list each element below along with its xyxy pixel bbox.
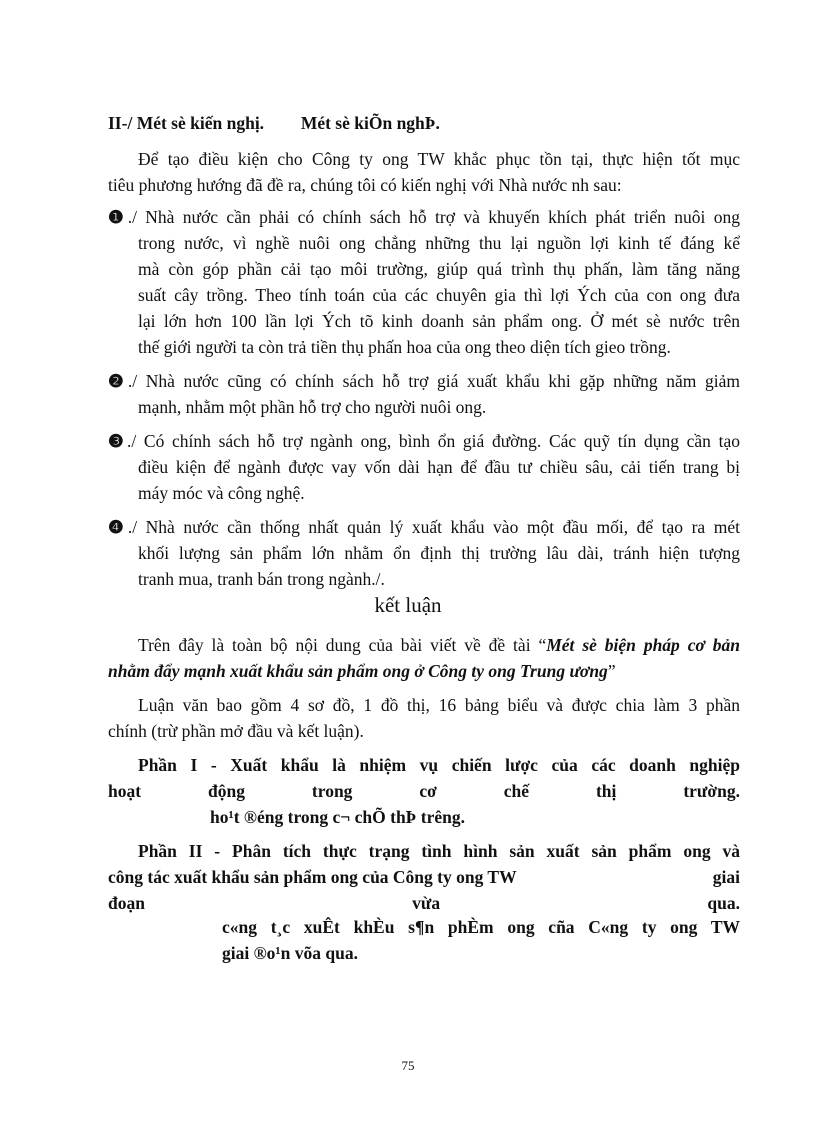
section-heading-duplicate: Mét sè kiÕn nghÞ. — [300, 113, 440, 133]
numbered-marker-icon: ❹ — [108, 517, 128, 537]
thesis-title: Mét sè biện pháp cơ bản — [546, 635, 740, 655]
conclusion-line: chính (trừ phần mở đầu và kết luận). — [108, 721, 364, 741]
conclusion-line: nhằm đẩy mạnh xuất khẩu sản phẩm ong ở Công ty ong Trung ương” — [108, 661, 616, 681]
part-1-line: hoạt động trong cơ chế thị trường. — [108, 781, 740, 801]
numbered-marker-icon: ❷ — [108, 371, 128, 391]
recommendation-1-line: mà còn góp phần cải tạo môi trường, giúp quá trình thụ phấn, làm tăng năng — [138, 259, 740, 279]
conclusion-heading: kết luận — [374, 593, 442, 617]
part-2-garbled-line: c«ng t¸c xuÊt khÈu s¶n phÈm ong cña C«ng ty ong TW — [222, 917, 740, 937]
section-heading — [108, 112, 740, 134]
recommendation-3-line: máy móc và công nghệ. — [138, 483, 305, 503]
part-2-garbled-line: giai ®o¹n võa qua. — [222, 943, 358, 963]
section-heading-title: Mét sè kiến nghị. — [136, 113, 265, 133]
recommendation-4-line: ❹./ Nhà nước cần thống nhất quản lý xuất khẩu vào một đầu mối, để tạo ra mét — [108, 517, 740, 537]
numbered-marker-icon: ❶ — [108, 207, 128, 227]
part-2-line: Phần II - Phân tích thực trạng tình hình sản xuất sản phẩm ong và — [138, 841, 740, 861]
recommendation-2-line: ❷./ Nhà nước cũng có chính sách hỗ trợ giá xuất khẩu khi gặp những năm giảm — [108, 371, 740, 391]
intro-line: Để tạo điều kiện cho Công ty ong TW khắc phục tồn tại, thực hiện tốt mục — [138, 149, 740, 169]
section-heading-prefix: II-/ — [108, 113, 133, 133]
recommendation-4-line: khối lượng sản phẩm lớn nhằm ổn định thị trường lâu dài, tránh hiện tượng — [138, 543, 740, 563]
recommendation-1-line: suất cây trồng. Theo tính toán của các chuyên gia thì lợi Ých của con ong đưa — [138, 285, 740, 305]
recommendation-1-line: ❶./ Nhà nước cần phải có chính sách hỗ trợ và khuyến khích phát triển nuôi ong — [108, 207, 740, 227]
recommendation-3-line: điều kiện để ngành được vay vốn dài hạn để đầu tư chiều sâu, cải tiến trang bị — [138, 457, 740, 477]
part-1-line: Phần I - Xuất khẩu là nhiệm vụ chiến lược của các doanh nghiệp — [138, 755, 740, 775]
thesis-title: nhằm đẩy mạnh xuất khẩu sản phẩm ong ở Công ty ong Trung ương — [108, 661, 608, 681]
recommendation-1-line: lại lớn hơn 100 lần lợi Ých tõ kinh doanh sản phẩm ong. Ở mét sè nước trên — [138, 311, 740, 331]
conclusion-line: Luận văn bao gồm 4 sơ đồ, 1 đồ thị, 16 bảng biểu và được chia làm 3 phần — [138, 695, 740, 715]
part-1-garbled-line: ho¹t ®éng trong c¬ chÕ thÞ trêng. — [210, 807, 465, 827]
recommendation-1-line: thế giới người ta còn trả tiền thụ phấn hoa của ong theo diện tích gieo trồng. — [138, 337, 671, 357]
part-2-line: công tác xuất khẩu sản phẩm ong của Công ty ong TW giai — [108, 867, 740, 887]
page-number: 75 — [401, 1058, 415, 1073]
numbered-marker-icon: ❸ — [108, 431, 127, 451]
conclusion-line: Trên đây là toàn bộ nội dung của bài viết về đề tài “Mét sè biện pháp cơ bản — [138, 635, 740, 655]
part-2-line: đoạn vừa qua. — [108, 893, 740, 913]
recommendation-4-line: tranh mua, tranh bán trong ngành./. — [138, 569, 385, 589]
recommendation-1-line: trong nước, vì nghề nuôi ong chẳng những thu lại nguồn lợi kinh tế đáng kể — [138, 233, 740, 253]
recommendation-2-line: mạnh, nhằm một phần hỗ trợ cho người nuôi ong. — [138, 397, 487, 417]
intro-line: tiêu phương hướng đã đề ra, chúng tôi có kiến nghị với Nhà nước nh sau: — [108, 175, 622, 195]
recommendation-3-line: ❸./ Có chính sách hỗ trợ ngành ong, bình ổn giá đường. Các quỹ tín dụng cần tạo — [108, 431, 740, 451]
